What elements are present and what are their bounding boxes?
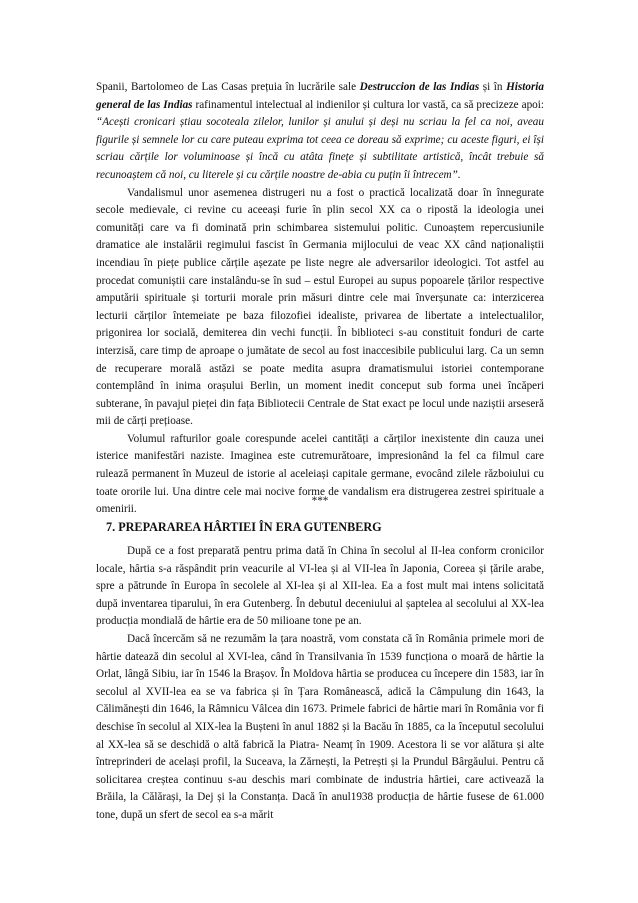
paragraph-romania-paper: Dacă încercăm să ne rezumăm la țara noastră, vom constata că în România primele mori de hârtie datează din secolul al XVI-lea, când în Transilvania în 1539 funcționa o moară de hârtie la Orlat, lângă Sibiu, iar în 1546 la Brașov. În Moldova hârtia se producea cu începere din 1583, iar în secolul al XVII-lea ea se va fabrica și în Țara Românească, adică la Câmpulung din 1643, la Călimănești din 1646, la Râmnicu Vâlcea din 1673. Primele fabrici de hârtie mari în România vor fi deschise în secolul al XIX-lea la Bușteni în anul 1882 și la Bacău în 1885, ca la începutul secolului al XX-lea să se deschidă o altă fabrică la Piatra- Neamț în 1909. Acestora li se vor alătura și alte întreprinderi de același profil, la Suceava, la Zărnești, la Petrești și la Prundul Bârgăului. Pentru că solicitarea creștea continuu s-au deschis mari combinate de industria hârtiei, care activează la Brăila, la Călărași, la Dej și la Constanța. Dacă în anul1938 producția de hârtie fusese de 61.000 tone, după un sfert de secol ea s-a mărit — [96, 632, 544, 821]
paragraph-las-casas — [96, 79, 544, 185]
paragraph-paper-history: După ce a fost preparată pentru prima dată în China în secolul al II-lea conform cronicilor locale, hârtia s-a răspândit prin veacurile al VI-lea și al VII-lea în Japonia, Coreea și țările arabe, spre a pătrunde în Europa în secolele al XI-lea și al XII-lea. Ea a fost mult mai intens solicitată după inventarea tiparului, în era Gutenberg. În debutul deceniului al șaptelea al secolului al XX-lea producția mondială de hârtie era de 50 milioane tone pe an. — [96, 545, 544, 628]
section-separator: *** — [311, 495, 329, 507]
book-title-destruccion: Destruccion de las Indias — [359, 81, 480, 93]
section-heading: 7. PREPARAREA HÂRTIEI ÎN ERA GUTENBERG — [106, 520, 382, 534]
paragraph-empty-shelves: Volumul rafturilor goale corespunde acelei cantități a cărților inexistente din cauza unei isterice manifestări naziste. Imaginea este cutremurătoare, impresionând la fel ca filmul care rulează permanent în Muzeul de istorie al aceleiași capitale germane, evocând zilele războiului cu toate ororile lui. Una dintre cele mai nocive forme de vandalism era distrugerea zestrei spirituale a omenirii. — [96, 432, 544, 516]
text-run: și în — [479, 81, 507, 93]
body-text-lower — [96, 543, 544, 825]
book-title-historia: Historia general de las Indias — [96, 81, 544, 111]
text-run: rafinamentul intelectual al indienilor și cultura lor vastă, ca să precizeze apoi: — [192, 98, 544, 111]
text-run: Spanii, Bartolomeo de Las Casas prețuia în lucrările sale — [96, 81, 360, 93]
body-text-upper — [96, 79, 544, 519]
paragraph-vandalism: Vandalismul unor asemenea distrugeri nu a fost o practică localizată doar în înnegurate secole medievale, ci revine cu aceeași furie în plin secol XX ca o ripostă la ideologia unei comunități care va fi dominată prin schimbarea sistemului politic. Cunoaștem repercusiunile dramatice ale instalării regimului fascist în Germania mijlocului de veac XX când naționaliștii incendiau în piețe publice cărțile așezate pe liste negre ale adversarilor ideologici. Tot astfel au procedat comuniștii care instalându-se în sud – estul Europei au supus popoarele țărilor respective amputării spirituale și torturii morale prin măsuri dintre cele mai înverșunate ca: interzicerea lecturii cărților întemeiate pe baza filozofiei idealiste, privarea de libertate a intelectualilor, prigonirea lor socială, demiterea din vechi funcții. În biblioteci s-au constituit fonduri de carte interzisă, care timp de aproape o jumătate de secol au fost inaccesibile publicului larg. Ca un semn de recuperare morală astăzi se poate medita asupra dramatismului istoriei contemporane contemplând în inima orașului Berlin, un moment inedit conceput sub forma unei încăperi subterane, în pavajul pieței din fața Bibliotecii Centrale de Stat exact pe locul unde naziștii arseseră mii de cărți prețioase. — [96, 186, 544, 428]
italic-quotation: “Acești cronicari știau socoteala zilelor, lunilor și anului și deși nu scriau la fel ca noi, aveau figurile și semnele lor cu care puteau exprima tot ceea ce doreau să exprime; cu aceste figuri, ei își scriau cărțile lor voluminoase și încă cu atâta finețe și subtilitate artistică, încât trebuie să recunoaștem că noi, cu literele și cu cărțile noastre de-abia cu puțin îi întrecem”. — [96, 116, 544, 181]
